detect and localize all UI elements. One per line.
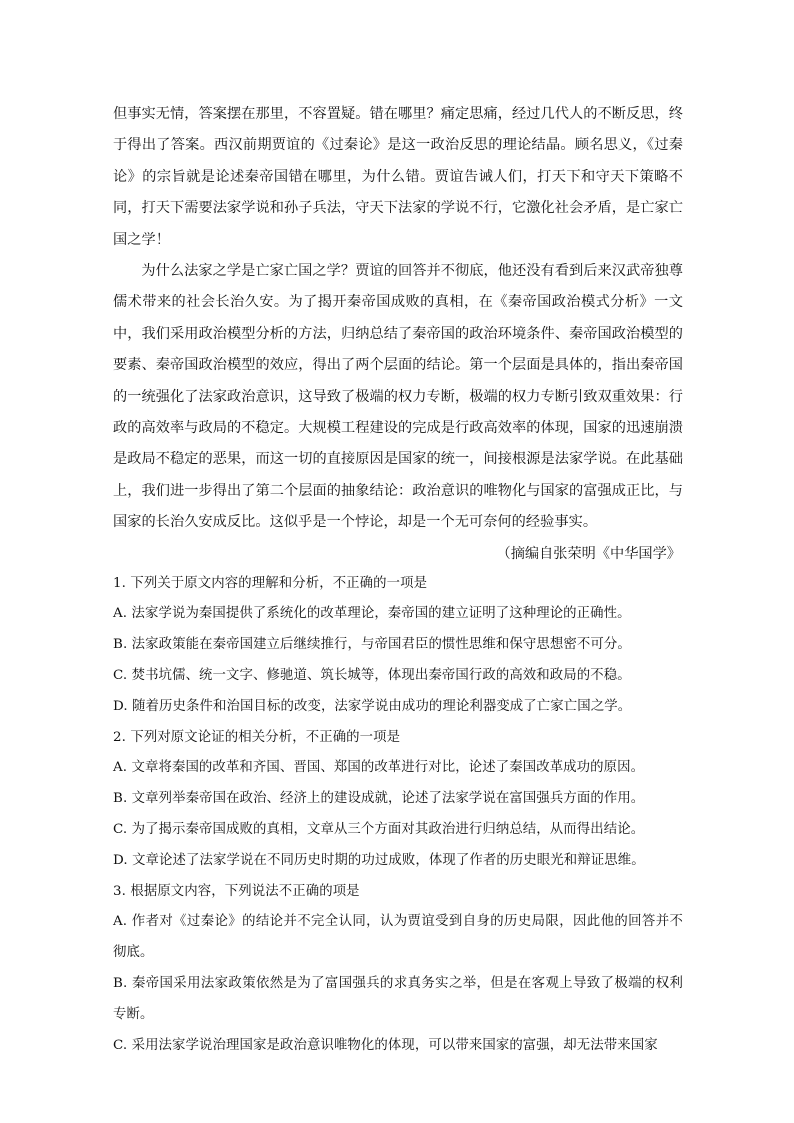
article-paragraph-2: 为什么法家之学是亡家亡国之学？贾谊的回答并不彻底，他还没有看到后来汉武帝独尊儒术带来的社会长治久安。为了揭开秦帝国成败的真相，在《秦帝国政治模式分析》一文中，我们采用政治模型分析的方法，归纳总结了秦帝国的政治环境条件、秦帝国政治模型的要素、秦帝国政治模型的效应，得出了两个层面的结论。第一个层面是具体的，指出秦帝国的一统强化了法家政治意识，这导致了极端的权力专断，极端的权力专断引致双重效果：行政的高效率与政局的不稳定。大规模工程建设的完成是行政高效率的体现，国家的迅速崩溃是政局不稳定的恶果，而这一切的直接原因是国家的统一，间接根源是法家学说。在此基础上，我们进一步得出了第二个层面的抽象结论：政治意识的唯物化与国家的富强成正比，与国家的长治久安成反比。这似乎是一个悖论，却是一个无可奈何的经验事实。 <box>113 263 683 531</box>
document-page <box>113 99 683 1061</box>
question-3-option-b: B. 秦帝国采用法家政策依然是为了富国强兵的求真务实之举，但是在客观上导致了极端的权利专断。 <box>113 976 683 1022</box>
question-1 <box>113 569 683 723</box>
question-1-stem: 1. 下列关于原文内容的理解和分析，不正确的一项是 <box>113 575 428 591</box>
question-1-option-a: A. 法家学说为秦国提供了系统化的改革理论，秦帝国的建立证明了这种理论的正确性。 <box>113 606 631 622</box>
question-2-option-b: B. 文章列举秦帝国在政治、经济上的建设成就，论述了法家学说在富国强兵方面的作用。 <box>113 791 645 807</box>
question-1-option-c: C. 焚书坑儒、统一文字、修驰道、筑长城等，体现出秦帝国行政的高效和政局的不稳。 <box>113 668 631 684</box>
question-3-option-a: A. 作者对《过秦论》的结论并不完全认同，认为贾谊受到自身的历史局限，因此他的回答并不彻底。 <box>113 914 683 961</box>
article-source: （摘编自张荣明《中华国学》 <box>496 545 681 562</box>
question-2-option-d: D. 文章论述了法家学说在不同历史时期的功过成败，体现了作者的历史眼光和辩证思维。 <box>113 852 645 868</box>
question-2-option-c: C. 为了揭示秦帝国成败的真相，文章从三个方面对其政治进行归纳总结，从而得出结论。 <box>113 822 645 838</box>
question-3-option-c: C. 采用法家学说治理国家是政治意识唯物化的体现，可以带来国家的富强，却无法带来国家 <box>113 1037 658 1053</box>
question-2 <box>113 723 683 877</box>
question-1-option-b: B. 法家政策能在秦帝国建立后继续推行，与帝国君臣的惯性思维和保守思想密不可分。 <box>113 637 631 653</box>
question-2-stem: 2. 下列对原文论证的相关分析，不正确的一项是 <box>113 729 401 745</box>
article-paragraph-1: 但事实无情，答案摆在那里，不容置疑。错在哪里？痛定思痛，经过几代人的不断反思，终于得出了答案。西汉前期贾谊的《过秦论》是这一政治反思的理论结晶。顾名思义，《过秦论》的宗旨就是论述秦帝国错在哪里，为什么错。贾谊告诫人们，打天下和守天下策略不同，打天下需要法家学说和孙子兵法，守天下法家的学说不行，它激化社会矛盾，是亡家亡国之学！ <box>113 106 683 248</box>
question-1-option-d: D. 随着历史条件和治国目标的改变，法家学说由成功的理论利器变成了亡家亡国之学。 <box>113 698 632 714</box>
question-3-stem: 3. 根据原文内容，下列说法不正确的项是 <box>113 883 360 899</box>
question-2-option-a: A. 文章将秦国的改革和齐国、晋国、郑国的改革进行对比，论述了秦国改革成功的原因。 <box>113 760 645 776</box>
question-3 <box>113 877 683 1062</box>
